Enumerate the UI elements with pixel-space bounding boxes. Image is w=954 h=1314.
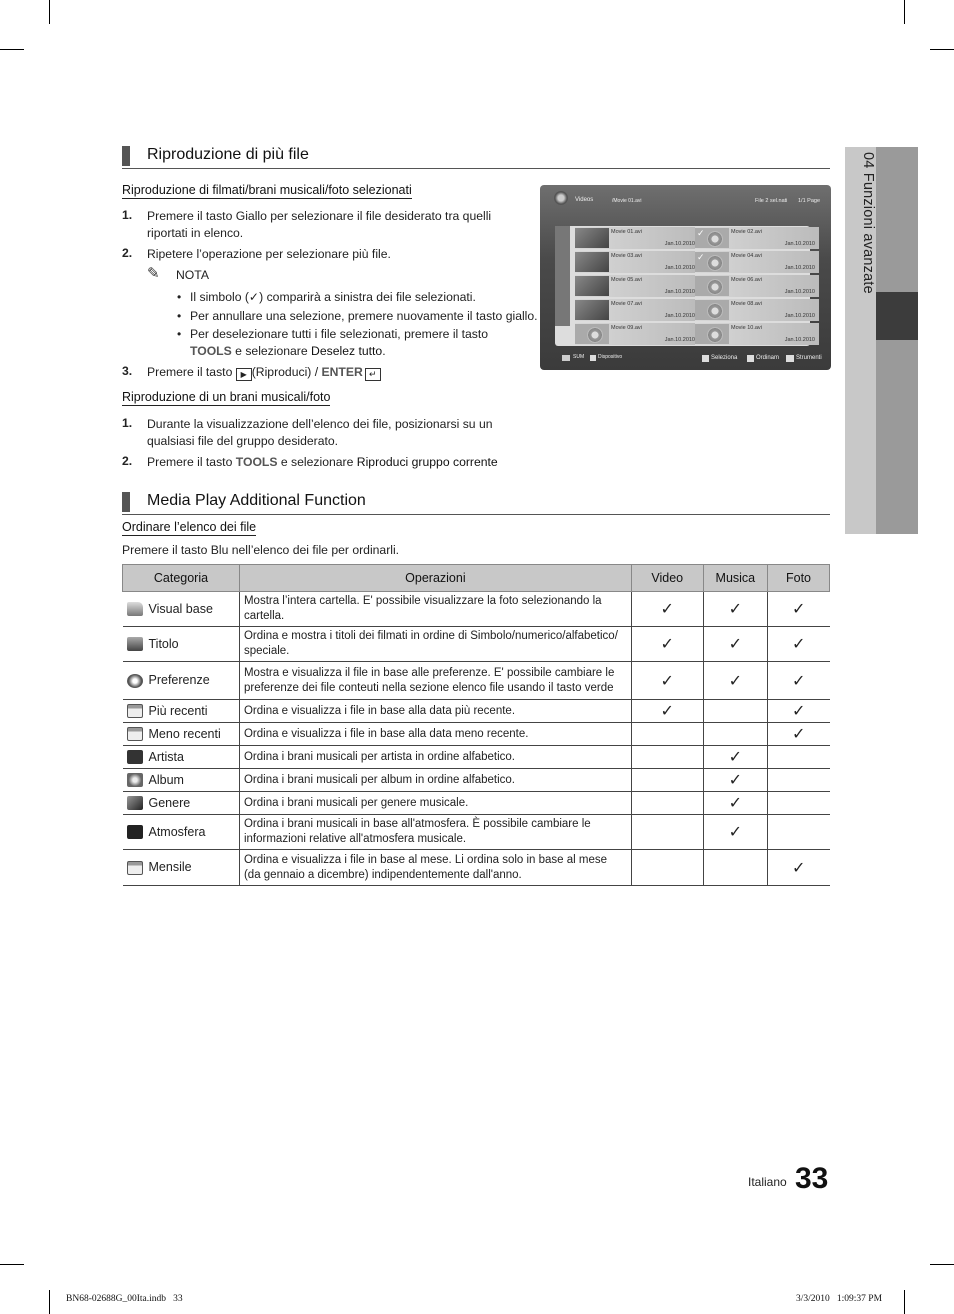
c-button-icon [702, 355, 709, 362]
step-text-part: Premere il tasto [147, 365, 236, 379]
photo-check [768, 746, 830, 769]
intro-text: Premere il tasto Blu nell’elenco dei file per ordinarli. [122, 543, 400, 557]
music-check: ✓ [703, 815, 767, 850]
play-icon: ▶ [236, 368, 252, 381]
tools-icon [786, 355, 794, 362]
genre-icon [127, 796, 143, 810]
bullet-dot: • [177, 327, 182, 341]
tv-file-item[interactable] [695, 227, 819, 249]
file-date: Jan.10.2010 [664, 289, 695, 295]
thumbnail [695, 324, 729, 344]
header-photo: Foto [768, 565, 830, 592]
print-slug-left: BN68-02688G_00Ita.indb 33 [66, 1294, 183, 1304]
table-header-row [123, 565, 830, 592]
table-row [123, 769, 830, 792]
tv-selected-count: File 2 sel.nati [755, 198, 788, 204]
file-name: Movie 04.avi [731, 253, 762, 259]
subsection-title: Ordinare l’elenco dei file [122, 520, 257, 534]
table-row [123, 662, 830, 700]
page-number: 33 [795, 1162, 829, 1195]
chapter-tab-marker [876, 292, 918, 340]
enter-icon: ↵ [365, 368, 381, 381]
crop-mark [49, 0, 50, 24]
tv-title: Videos [575, 197, 594, 203]
category-label: Più recenti [148, 703, 208, 718]
category-cell [123, 723, 240, 746]
table-row [123, 792, 830, 815]
tv-device-label: Dispositivo [598, 354, 623, 360]
step-number: 3. [122, 364, 133, 378]
header-category: Categoria [123, 565, 240, 592]
category-cell [123, 746, 240, 769]
photo-check: ✓ [768, 723, 830, 746]
sum-icon [562, 355, 570, 361]
thumbnail [575, 228, 609, 248]
category-label: Album [148, 772, 184, 787]
category-cell [123, 815, 240, 850]
file-date: Jan.10.2010 [784, 337, 815, 343]
video-check: ✓ [631, 627, 703, 662]
category-cell [123, 662, 240, 700]
period: . [382, 344, 386, 358]
film-reel-icon [707, 327, 723, 343]
category-label: Artista [148, 749, 184, 764]
tv-screenshot [540, 185, 831, 370]
video-check [631, 723, 703, 746]
operation-cell: Ordina i brani musicali per artista in ordine alfabetico. [239, 746, 631, 769]
star-icon [127, 674, 143, 688]
film-reel-icon [707, 279, 723, 295]
category-label: Visual base [148, 601, 213, 616]
video-check [631, 815, 703, 850]
step-text [147, 364, 381, 381]
photo-check: ✓ [768, 700, 830, 723]
file-date: Jan.10.2010 [664, 337, 695, 343]
tv-sort-label: Ordinam [756, 355, 780, 361]
step-text-part: e selezionare [277, 455, 357, 469]
calendar-icon [127, 704, 143, 718]
tv-path: /Movie 01.avi [612, 198, 642, 204]
table-row [123, 723, 830, 746]
file-name: Movie 01.avi [611, 229, 642, 235]
title-icon [127, 637, 143, 651]
tv-file-item[interactable] [695, 251, 819, 273]
file-date: Jan.10.2010 [664, 313, 695, 319]
tv-file-item[interactable] [575, 323, 699, 345]
step-number: 2. [122, 454, 133, 468]
video-check [631, 850, 703, 886]
music-check [703, 700, 767, 723]
file-name: Movie 09.avi [611, 325, 642, 331]
photo-check: ✓ [768, 627, 830, 662]
video-check [631, 769, 703, 792]
operation-cell: Ordina i brani musicali per genere musicale. [239, 792, 631, 815]
section-marker [122, 146, 130, 166]
tv-page-indicator: 1/1 Page [798, 198, 821, 204]
table-row [123, 815, 830, 850]
step-text [147, 454, 498, 471]
deselect-all-keyword: Deselez tutto [311, 344, 383, 358]
category-cell [123, 627, 240, 662]
step-text: Durante la visualizzazione dell’elenco dei file, posizionarsi su un qualsiasi file del gruppo desiderato. [147, 417, 493, 448]
music-check: ✓ [703, 746, 767, 769]
header-operations: Operazioni [239, 565, 631, 592]
crop-mark [904, 0, 905, 24]
mood-icon [127, 825, 143, 839]
note-bullet: Per deselezionare tutti i file selezionati, premere il tasto [190, 327, 489, 341]
d-button-icon [747, 355, 754, 362]
category-cell [123, 850, 240, 886]
calendar-icon [127, 727, 143, 741]
tv-category-bar [555, 226, 570, 326]
photo-check [768, 792, 830, 815]
operation-cell: Ordina i brani musicali per album in ordine alfabetico. [239, 769, 631, 792]
operation-cell: Ordina e visualizza i file in base al mese. Li ordina solo in base al mese (da gennaio a dicembre) indipendentemente dall'anno. [239, 850, 631, 886]
film-reel-icon [707, 231, 723, 247]
tv-file-item[interactable] [695, 275, 819, 297]
file-date: Jan.10.2010 [784, 289, 815, 295]
file-name: Movie 02.avi [731, 229, 762, 235]
thumbnail [695, 300, 729, 320]
video-check [631, 792, 703, 815]
crop-mark [930, 1264, 954, 1265]
step-number: 1. [122, 208, 133, 222]
photo-check: ✓ [768, 592, 830, 627]
artist-icon [127, 750, 143, 764]
music-check: ✓ [703, 769, 767, 792]
section-title: Riproduzione di più file [147, 146, 309, 163]
file-name: Movie 03.avi [611, 253, 642, 259]
file-date: Jan.10.2010 [664, 241, 695, 247]
category-label: Meno recenti [148, 726, 221, 741]
film-reel-icon [587, 327, 603, 343]
thumbnail [575, 252, 609, 272]
table-row [123, 592, 830, 627]
video-check: ✓ [631, 592, 703, 627]
category-label: Mensile [148, 860, 192, 875]
crop-mark [904, 1290, 905, 1314]
step-text: Premere il tasto Giallo per selezionare il file desiderato tra quelli riportati in elenco. [147, 209, 492, 240]
check-icon: ✓ [697, 228, 705, 238]
operation-cell: Mostra e visualizza il file in base alle preferenze. E' possibile cambiare le preferenze dei file conteuti nella sezione elenco file usando il tasto verde [239, 662, 631, 700]
header-music: Musica [703, 565, 767, 592]
music-check: ✓ [703, 662, 767, 700]
operation-cell: Mostra l’intera cartella. E' possibile visualizzare la foto selezionando la cartella. [239, 592, 631, 627]
thumbnail [575, 300, 609, 320]
category-label: Atmosfera [148, 824, 206, 839]
operation-cell: Ordina i brani musicali in base all'atmosfera. È possibile cambiare le informazioni relative all'atmosfera musicale. [239, 815, 631, 850]
crop-mark [930, 49, 954, 50]
tools-keyword: TOOLS [190, 344, 232, 358]
film-reel-icon [707, 255, 723, 271]
operation-cell: Ordina e visualizza i file in base alla data meno recente. [239, 723, 631, 746]
photo-check [768, 815, 830, 850]
check-icon: ✓ [697, 252, 705, 262]
tv-sum-label: SUM [573, 354, 585, 360]
note-pencil-icon: ✎ [147, 265, 160, 282]
tools-keyword: TOOLS [235, 455, 278, 469]
category-cell [123, 700, 240, 723]
step-text: Ripetere l’operazione per selezionare più file. [147, 247, 391, 261]
section-rule [122, 168, 830, 169]
thumbnail [575, 324, 609, 344]
file-name: Movie 08.avi [731, 301, 762, 307]
music-check: ✓ [703, 627, 767, 662]
note-bullet: Il simbolo (✓) comparirà a sinistra dei file selezionati. [190, 290, 476, 304]
note-bullet: Per annullare una selezione, premere nuovamente il tasto giallo. [190, 309, 538, 323]
step-text-part: (Riproduci) / [251, 365, 322, 379]
sort-table [122, 564, 830, 886]
print-slug-right: 3/3/2010 1:09:37 PM [796, 1294, 883, 1304]
section-rule [122, 514, 830, 515]
tv-select-label: Seleziona [711, 355, 738, 361]
note-label: NOTA [176, 268, 209, 282]
thumbnail [575, 276, 609, 296]
month-calendar-icon [127, 861, 143, 875]
video-check [631, 746, 703, 769]
chapter-tab-band [876, 147, 918, 292]
tv-file-item[interactable] [575, 251, 699, 273]
category-label: Genere [148, 795, 191, 810]
play-group-keyword: Riproduci gruppo corrente [356, 455, 498, 469]
step-number: 1. [122, 416, 133, 430]
crop-mark [49, 1290, 50, 1314]
photo-check: ✓ [768, 850, 830, 886]
category-cell [123, 792, 240, 815]
note-text: e selezionare [231, 344, 312, 358]
operation-cell: Ordina e visualizza i file in base alla data più recente. [239, 700, 631, 723]
category-label: Preferenze [148, 673, 210, 688]
step-number: 2. [122, 246, 133, 260]
bullet-dot: • [177, 309, 182, 323]
table-row [123, 850, 830, 886]
music-check [703, 723, 767, 746]
folder-icon [127, 602, 143, 616]
subsection-title: Riproduzione di filmati/brani musicali/foto selezionati [122, 183, 412, 197]
file-name: Movie 05.avi [611, 277, 642, 283]
music-check: ✓ [703, 592, 767, 627]
header-video: Video [631, 565, 703, 592]
step-text-part: Premere il tasto [147, 455, 236, 469]
crop-mark [0, 49, 24, 50]
table-row [123, 627, 830, 662]
tv-file-item[interactable] [695, 299, 819, 321]
operation-cell: Ordina e mostra i titoli dei filmati in ordine di Simbolo/numerico/alfabetico/ speciale. [239, 627, 631, 662]
file-name: Movie 10.avi [731, 325, 762, 331]
album-icon [127, 773, 143, 787]
tv-file-item[interactable] [575, 299, 699, 321]
photo-check: ✓ [768, 662, 830, 700]
file-date: Jan.10.2010 [784, 313, 815, 319]
table-row [123, 746, 830, 769]
photo-check [768, 769, 830, 792]
category-cell [123, 592, 240, 627]
thumbnail [695, 276, 729, 296]
section-title: Media Play Additional Function [147, 492, 366, 509]
file-name: Movie 07.avi [611, 301, 642, 307]
video-check: ✓ [631, 662, 703, 700]
file-date: Jan.10.2010 [784, 265, 815, 271]
tv-file-item[interactable] [695, 323, 819, 345]
bullet-dot: • [177, 290, 182, 304]
tv-file-item[interactable] [575, 227, 699, 249]
tv-tools-label: Strumenti [796, 355, 822, 361]
file-date: Jan.10.2010 [784, 241, 815, 247]
note-bullet-cont [190, 343, 386, 360]
file-date: Jan.10.2010 [664, 265, 695, 271]
film-reel-icon [554, 191, 568, 205]
enter-keyword: ENTER [321, 365, 363, 379]
footer-language: Italiano [748, 1175, 787, 1189]
crop-mark [0, 1264, 24, 1265]
category-label: Titolo [148, 636, 179, 651]
section-marker [122, 492, 130, 512]
a-button-icon [590, 355, 596, 361]
subsection-title: Riproduzione di un brani musicali/foto [122, 390, 331, 404]
chapter-tab-band [876, 340, 918, 534]
table-row [123, 700, 830, 723]
category-cell [123, 769, 240, 792]
film-reel-icon [707, 303, 723, 319]
file-name: Movie 06.avi [731, 277, 762, 283]
music-check: ✓ [703, 792, 767, 815]
tv-file-item[interactable] [575, 275, 699, 297]
music-check [703, 850, 767, 886]
video-check: ✓ [631, 700, 703, 723]
chapter-label: 04 Funzioni avanzate [860, 152, 876, 294]
